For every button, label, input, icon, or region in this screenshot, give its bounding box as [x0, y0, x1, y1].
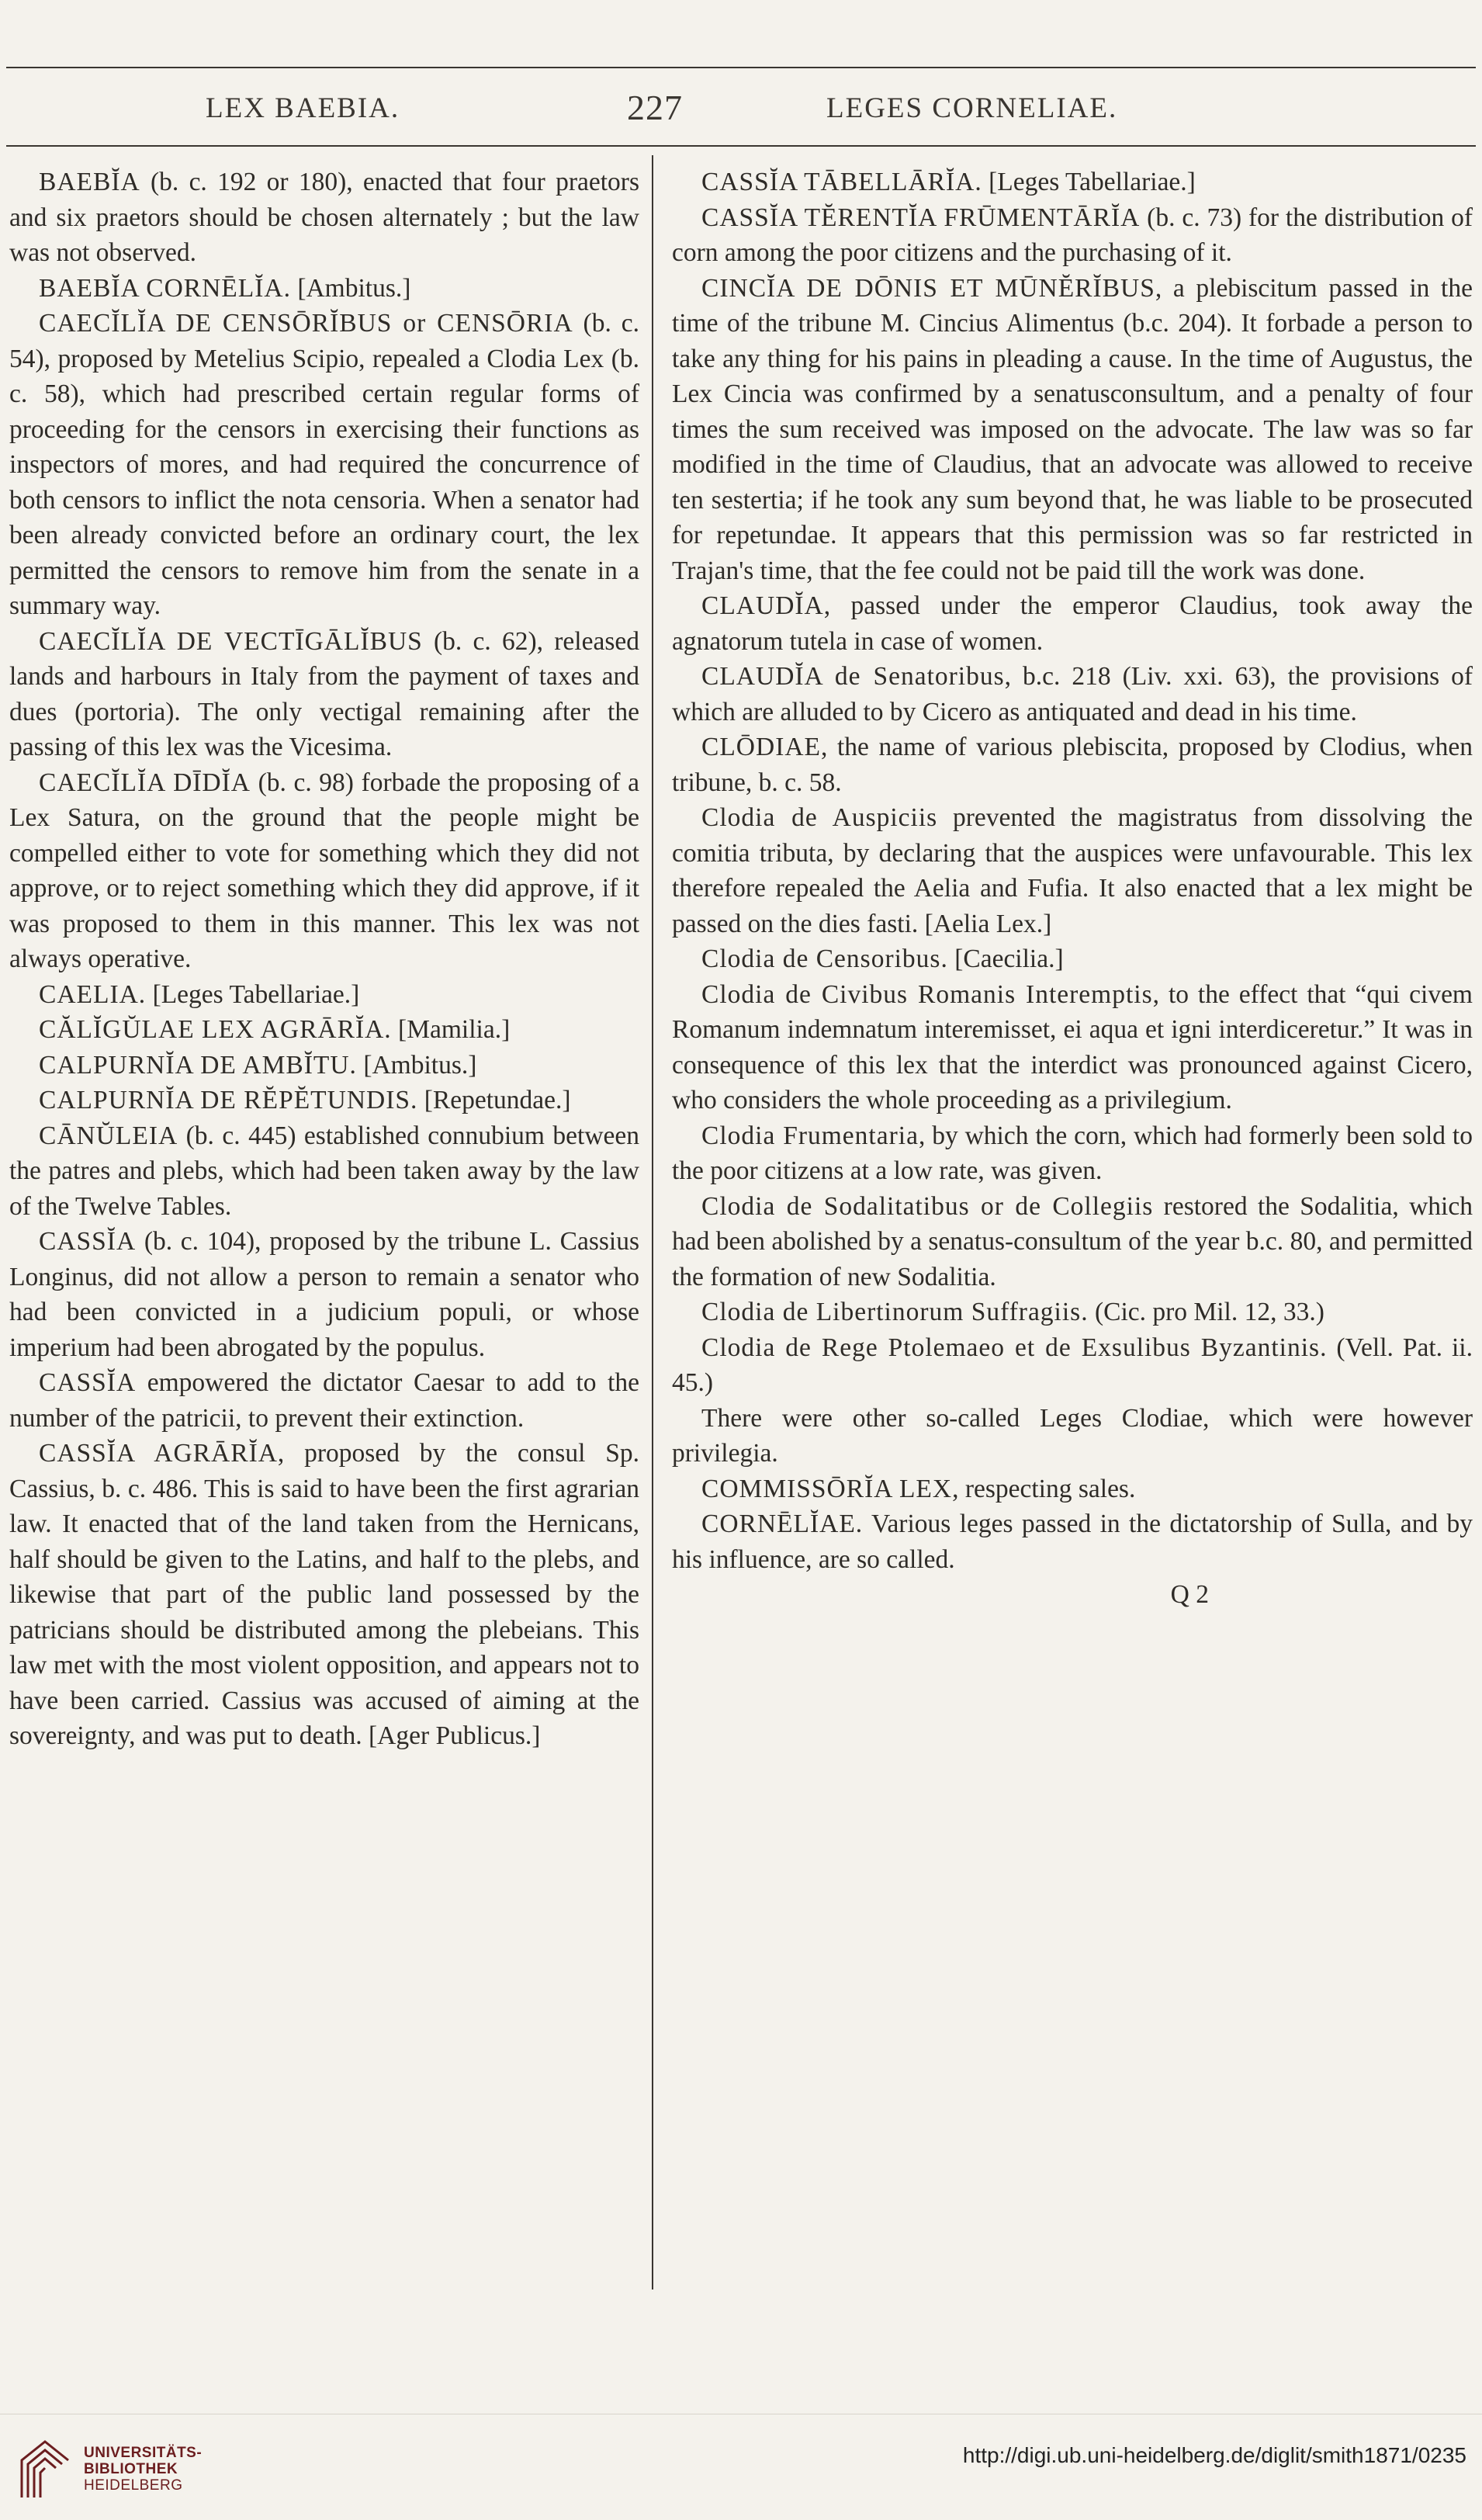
entry-text: [Mamilia.]	[391, 1015, 511, 1044]
entry-paragraph	[9, 624, 639, 765]
entry-paragraph	[672, 941, 1473, 977]
entry-paragraph	[672, 588, 1473, 659]
entry-paragraph	[672, 730, 1473, 800]
entry-lemma: CAECĬLĬA DE VECTĪGĀLĬBUS	[39, 626, 423, 656]
running-head-left: LEX BAEBIA.	[206, 92, 400, 124]
entry-lemma: CASSĬA TĔRENTĬA FRŪMENTĀRĬA	[701, 203, 1141, 232]
entry-lemma: BAEBĬA CORNĒLĬA.	[39, 273, 291, 303]
entry-lemma: COMMISSŌRĬA LEX	[701, 1474, 953, 1503]
column-divider	[652, 155, 653, 2289]
entry-text: , b.c. 218 (Liv. xxi. 63), the provisions of which are alluded to by Cicero as antiquated and dead in his time.	[672, 662, 1473, 726]
library-name-line: UNIVERSITÄTS-	[84, 2445, 203, 2461]
entry-text: restored the Sodalitia, which had been abolished by a senatus-consultum of the year b.c. 80, and permitted the formation of new Sodalitia.	[672, 1191, 1473, 1291]
entry-lemma: Clodia de Auspiciis	[701, 803, 938, 832]
entry-text: [Ambitus.]	[290, 273, 411, 303]
entry-text: (b. c. 62), released lands and harbours in Italy from the payment of taxes and dues (portoria). The only vectigal remaining after the passing of this lex was the Vicesima.	[9, 626, 639, 761]
entry-paragraph	[9, 1436, 639, 1754]
library-logo[interactable]	[17, 2437, 211, 2503]
entry-lemma: CASSĬA AGRĀRĬA	[39, 1439, 278, 1468]
entry-lemma: CLŌDIAE	[701, 733, 822, 761]
entry-lemma: CLAUDĬA de Senatoribus	[701, 662, 1005, 691]
entry-text: Various leges passed in the dictatorship of Sulla, and by his influence, are so called.	[672, 1510, 1473, 1574]
entry-lemma: CĂLĬGŬLAE LEX AGRĀRĬA.	[39, 1015, 392, 1044]
entry-paragraph	[9, 1048, 639, 1083]
entry-lemma: CAECĬLĬA DE CENSŌRĬBUS or CENSŌRIA	[39, 309, 573, 338]
entry-text: [Ambitus.]	[356, 1050, 477, 1080]
entry-paragraph	[672, 165, 1473, 200]
entry-paragraph	[9, 1118, 639, 1225]
entry-paragraph	[672, 1506, 1473, 1577]
running-head-right: LEGES CORNELIAE.	[826, 92, 1118, 124]
signature-mark: Q 2	[1170, 1580, 1209, 1609]
entry-paragraph	[9, 1365, 639, 1436]
entry-lemma: Clodia de Libertinorum Suffragiis.	[701, 1298, 1089, 1326]
entry-paragraph	[672, 1401, 1473, 1471]
entry-text: (b. c. 445) established connubium between the patres and plebs, which had been taken away by the law of the Twelve Tables.	[9, 1121, 639, 1221]
entry-lemma: Clodia Frumentaria	[701, 1121, 919, 1150]
entry-lemma: CORNĒLĬAE.	[701, 1510, 864, 1538]
entry-lemma: CAECĬLĬA DĪDĬA	[39, 768, 251, 797]
entry-text: There were other so-called Leges Clodiae, which were however privilegia.	[672, 1403, 1473, 1468]
entry-paragraph	[672, 271, 1473, 589]
entry-lemma: CASSĬA	[39, 1227, 137, 1256]
running-head	[0, 88, 1482, 138]
entry-lemma: Clodia de Sodalitatibus or de Collegiis	[701, 1191, 1154, 1221]
entry-text: , by which the corn, which had formerly been sold to the poor citizens at a low rate, was given.	[672, 1121, 1473, 1185]
entry-paragraph	[9, 1083, 639, 1118]
entry-text: empowered the dictator Caesar to add to the number of the patricii, to prevent their extinction.	[9, 1368, 639, 1433]
entry-text: , proposed by the consul Sp. Cassius, b. c. 486. This is said to have been the first agrarian law. It enacted that of the land taken from the Hernicans, half should be given to the Latins, and half to the plebs, and likewise that part of the public land possessed by the patricians should be distributed among the plebeians. This law met with the most violent opposition, and appears not to have been carried. Cassius was accused of aiming at the sovereignty, and was put to death. [Ager Publicus.]	[9, 1439, 639, 1750]
entry-text: , a plebiscitum passed in the time of the tribune M. Cincius Alimentus (b.c. 204). It forbade a person to take any thing for his pains in pleading a cause. In the time of Augustus, the Lex Cincia was confirmed by a senatusconsultum, and a penalty of four times the sum received was imposed on the advocate. The law was so far modified in the time of Claudius, that an advocate was allowed to receive ten sestertia; if he took any sum beyond that, he was liable to be prosecuted for repetundae. It appears that this permission was so far restricted in Trajan's time, that the fee could not be paid till the work was done.	[672, 273, 1473, 585]
entry-paragraph	[672, 800, 1473, 941]
library-name-line: BIBLIOTHEK	[84, 2461, 178, 2477]
header-rule	[6, 145, 1476, 147]
top-rule	[6, 67, 1476, 68]
entry-paragraph	[672, 200, 1473, 271]
entry-lemma: CALPURNĬA DE AMBĬTU.	[39, 1050, 357, 1080]
entry-paragraph	[9, 306, 639, 624]
entry-paragraph	[9, 165, 639, 271]
entry-paragraph	[672, 1118, 1473, 1189]
entry-paragraph	[672, 659, 1473, 730]
entry-lemma: CALPURNĬA DE RĔPĔTUNDIS.	[39, 1086, 418, 1114]
entry-text: prevented the magistratus from dissolving the comitia tributa, by declaring that the auspices were unfavourable. This lex therefore repealed the Aelia and Fufia. It also enacted that a lex might be passed on the dies fasti. [Aelia Lex.]	[672, 803, 1473, 938]
library-name-line: HEIDELBERG	[84, 2477, 183, 2494]
entry-paragraph	[9, 271, 639, 307]
library-name	[84, 2445, 202, 2494]
entry-lemma: CĀNŬLEIA	[39, 1121, 178, 1150]
entry-text: [Leges Tabellariae.]	[982, 168, 1196, 196]
entry-text: (b. c. 104), proposed by the tribune L. Cassius Longinus, did not allow a person to remain a senator who had been convicted in a judicium populi, or whose imperium had been abrogated by the populus.	[9, 1227, 639, 1362]
entry-paragraph	[672, 1295, 1473, 1330]
entry-text: (b. c. 54), proposed by Metelius Scipio, repealed a Clodia Lex (b. c. 58), which had prescribed certain regular forms of proceeding for the censors in exercising their functions as inspectors of mores, and had required the concurrence of both censors to inflict the nota censoria. When a senator had been already convicted before an ordinary court, the lex permitted the censors to remove him from the senate in a summary way.	[9, 309, 639, 620]
entry-text: (Cic. pro Mil. 12, 33.)	[1088, 1298, 1324, 1326]
entry-paragraph	[672, 977, 1473, 1118]
library-emblem-icon	[17, 2437, 73, 2501]
source-url[interactable]: http://digi.ub.uni-heidelberg.de/diglit/smith1871/0235	[962, 2443, 1466, 2467]
entry-text: [Repetundae.]	[417, 1086, 571, 1114]
right-column	[672, 165, 1473, 1613]
entry-lemma: BAEBĬA	[39, 168, 140, 196]
entry-paragraph	[672, 1330, 1473, 1401]
entry-lemma: CAELIA.	[39, 979, 147, 1009]
entry-text: [Leges Tabellariae.]	[146, 979, 360, 1009]
entry-lemma: Clodia de Rege Ptolemaeo et de Exsulibus Byzantinis.	[701, 1333, 1328, 1362]
entry-lemma: Clodia de Civibus Romanis Interemptis	[701, 979, 1153, 1009]
entry-lemma: CASSĬA TĀBELLĀRĬA.	[701, 168, 982, 196]
entry-paragraph	[9, 765, 639, 977]
entry-lemma: CASSĬA	[39, 1368, 137, 1397]
left-column	[9, 165, 639, 1754]
entry-text: (b. c. 98) forbade the proposing of a Lex Satura, on the ground that the people might be compelled either to vote for something which they did not approve, or to reject something which they did approve, if it was proposed to them in this manner. This lex was not always operative.	[9, 768, 639, 973]
entry-lemma: CLAUDĬA	[701, 591, 824, 620]
entry-text: [Caecilia.]	[947, 945, 1064, 973]
entry-lemma: CINCĬA DE DŌNIS ET MŪNĔRĬBUS	[701, 273, 1155, 303]
entry-paragraph	[672, 1471, 1473, 1507]
entry-text: , to the effect that “qui civem Romanum indemnatum interemisset, ei aqua et igni interdiceretur.” It was in consequence of this lex that the interdict was pronounced against Cicero, who considers the whole proceeding as a privilegium.	[672, 979, 1473, 1114]
page-number: 227	[627, 88, 683, 127]
entry-lemma: Clodia de Censoribus.	[701, 945, 948, 973]
entry-text: , respecting sales.	[952, 1474, 1136, 1503]
entry-text: (b. c. 73) for the distribution of corn among the poor citizens and the purchasing of it.	[672, 203, 1473, 267]
entry-text: , passed under the emperor Claudius, took away the agnatorum tutela in case of women.	[672, 591, 1473, 656]
entry-paragraph	[672, 1189, 1473, 1295]
entry-text: (b. c. 192 or 180), enacted that four praetors and six praetors should be chosen alternately ; but the law was not observed.	[9, 168, 639, 267]
entry-text: (Vell. Pat. ii. 45.)	[672, 1333, 1473, 1397]
entry-paragraph	[9, 1012, 639, 1048]
entry-paragraph	[9, 977, 639, 1013]
entry-text: , the name of various plebiscita, proposed by Clodius, when tribune, b. c. 58.	[672, 733, 1473, 797]
entry-paragraph	[9, 1224, 639, 1365]
